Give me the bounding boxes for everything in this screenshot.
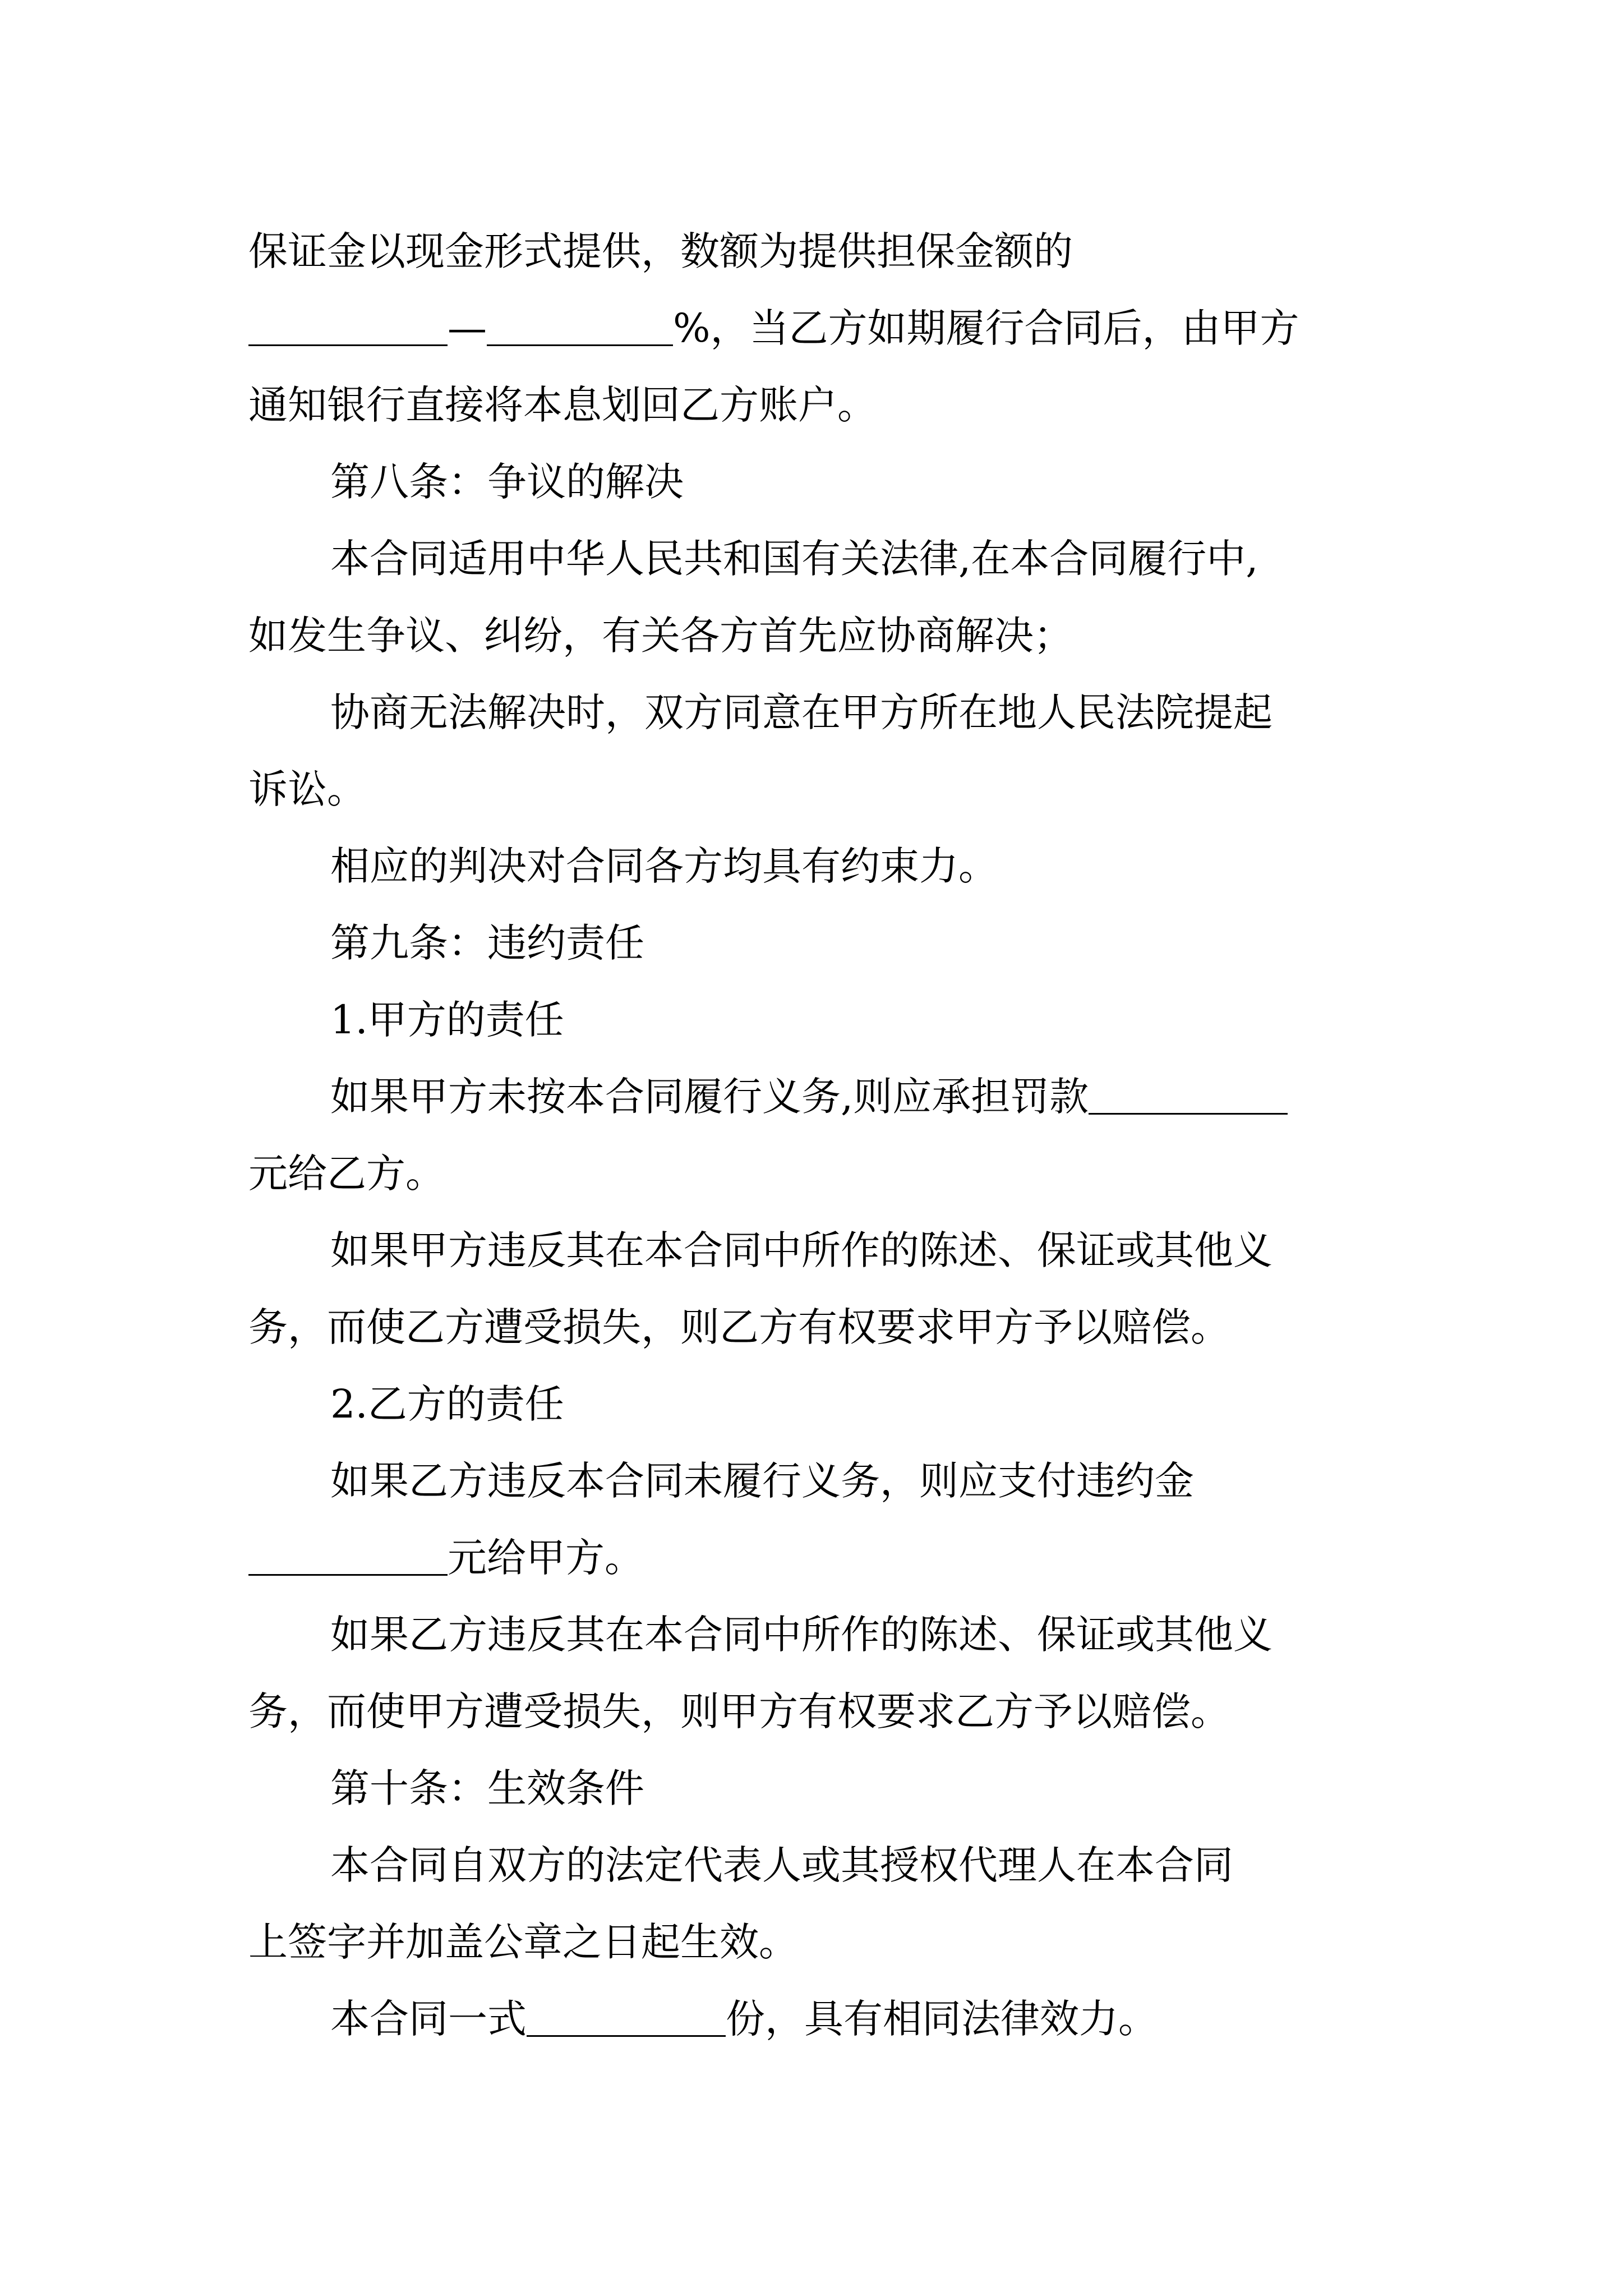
paragraph-text: %，当乙方如期履行合同后，由甲方 — [673, 305, 1299, 351]
dash-text: — — [448, 305, 487, 351]
fill-blank — [248, 344, 448, 346]
paragraph-line: 相应的判决对合同各方均具有约束力。 — [330, 843, 998, 889]
paragraph-line: 保证金以现金形式提供，数额为提供担保金额的 — [248, 228, 1073, 274]
paragraph-line: 如果甲方违反其在本合同中所作的陈述、保证或其他义 — [330, 1227, 1272, 1273]
document-body — [248, 213, 1376, 2058]
paragraph-line: 本合同适用中华人民共和国有关法律,在本合同履行中, — [330, 536, 1258, 582]
paragraph-line: 如果乙方违反其在本合同中所作的陈述、保证或其他义 — [330, 1612, 1272, 1658]
paragraph-line: 通知银行直接将本息划回乙方账户。 — [248, 382, 877, 428]
paragraph-text: 如果乙方违反本合同未履行义务，则应支付违约金 — [330, 1458, 1194, 1504]
paragraph-line: 务，而使甲方遭受损失，则甲方有权要求乙方予以赔偿。 — [248, 1688, 1230, 1734]
section-heading: 第九条：违约责任 — [330, 920, 644, 966]
paragraph-line: 如发生争议、纠纷，有关各方首先应协商解决； — [248, 613, 1073, 659]
fill-blank — [527, 2035, 726, 2037]
section-heading: 第十条：生效条件 — [330, 1765, 644, 1811]
paragraph-line: 务，而使乙方遭受损失，则乙方有权要求甲方予以赔偿。 — [248, 1304, 1230, 1350]
paragraph-line: 协商无法解决时，双方同意在甲方所在地人民法院提起 — [330, 689, 1272, 735]
paragraph-text: 本合同一式 — [330, 1996, 527, 2042]
paragraph-line: 诉讼。 — [248, 766, 366, 812]
paragraph-line — [248, 1443, 1376, 1520]
paragraph-text: 份，具有相同法律效力。 — [726, 1996, 1158, 2042]
subheading: 2.乙方的责任 — [330, 1381, 564, 1427]
paragraph-line: 上签字并加盖公章之日起生效。 — [248, 1919, 798, 1965]
fill-blank — [487, 344, 673, 346]
section-heading: 第八条：争议的解决 — [330, 459, 684, 505]
fill-blank — [1089, 1113, 1288, 1115]
paragraph-line — [248, 1520, 1376, 1596]
paragraph-line: 元给乙方。 — [248, 1151, 445, 1197]
paragraph-line — [248, 1981, 1376, 2058]
fill-blank — [248, 1574, 448, 1576]
paragraph-line — [248, 290, 1376, 367]
paragraph-text: 元给甲方。 — [448, 1535, 644, 1581]
subheading: 1.甲方的责任 — [330, 997, 564, 1043]
paragraph-line — [248, 1059, 1376, 1135]
paragraph-text: 如果甲方未按本合同履行义务,则应承担罚款 — [330, 1074, 1089, 1120]
paragraph-line: 本合同自双方的法定代表人或其授权代理人在本合同 — [330, 1842, 1233, 1888]
